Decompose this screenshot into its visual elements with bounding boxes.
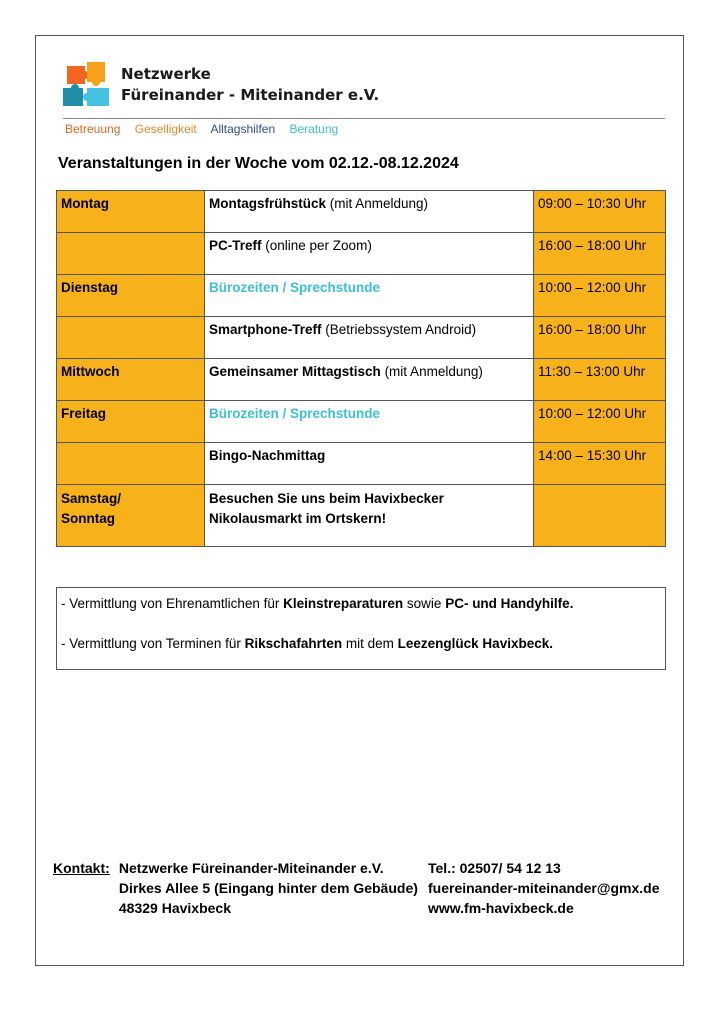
contact-name: Netzwerke Füreinander-Miteinander e.V. [118, 860, 384, 876]
event-cell [205, 359, 534, 401]
event-line: Nikolausmarkt im Ortskern! [209, 511, 387, 526]
event-note: (mit Anmeldung) [380, 364, 483, 379]
time-cell: 16:00 – 18:00 Uhr [534, 233, 666, 275]
info-highlight: Leezenglück Havixbeck [397, 636, 550, 651]
event-cell [205, 191, 534, 233]
event-title: Bürozeiten / Sprechstunde [209, 406, 381, 421]
org-name-line2: Füreinander - Miteinander e.V. [121, 86, 380, 104]
day-cell: Montag [57, 191, 205, 233]
info-highlight: Kleinstreparaturen [283, 596, 404, 611]
time-cell: 10:00 – 12:00 Uhr [534, 275, 666, 317]
tagline-alltagshilfen: Alltagshilfen [210, 122, 276, 136]
info-line [61, 594, 661, 614]
info-highlight: PC- und Handyhilfe [445, 596, 570, 611]
event-cell [205, 401, 534, 443]
info-text: mit dem [342, 636, 398, 651]
contact-website[interactable]: www.fm-havixbeck.de [428, 900, 574, 916]
time-cell [534, 485, 666, 547]
info-text: - Vermittlung von Ehrenamtlichen für [61, 596, 284, 611]
header-divider [63, 118, 665, 119]
event-cell [205, 233, 534, 275]
info-text: . [549, 636, 553, 651]
info-text: . [569, 596, 574, 611]
day-cell [57, 443, 205, 485]
event-cell [205, 275, 534, 317]
event-cell [205, 317, 534, 359]
tagline-beratung: Beratung [289, 122, 339, 136]
info-line [61, 634, 661, 654]
contact-phone: Tel.: 02507/ 54 12 13 [428, 860, 561, 876]
event-note: (mit Anmeldung) [326, 196, 429, 211]
tagline-betreuung: Betreuung [65, 122, 121, 136]
table-row [57, 443, 666, 485]
day-cell [57, 485, 205, 547]
page-title: Veranstaltungen in der Woche vom 02.12.-08.12.2024 [58, 155, 459, 172]
event-line: Besuchen Sie uns beim Havixbecker [209, 491, 444, 506]
contact-label: Kontakt: [53, 860, 110, 876]
time-cell: 10:00 – 12:00 Uhr [534, 401, 666, 443]
day-cell: Mittwoch [57, 359, 205, 401]
tagline-geselligkeit: Geselligkeit [134, 122, 197, 136]
day-cell: Dienstag [57, 275, 205, 317]
table-row [57, 233, 666, 275]
org-name-line1: Netzwerke [121, 65, 211, 83]
event-cell [205, 443, 534, 485]
event-note: (Betriebssystem Android) [321, 322, 477, 337]
time-cell: 16:00 – 18:00 Uhr [534, 317, 666, 359]
info-box [56, 587, 666, 670]
day-line: Samstag/ [61, 491, 122, 506]
day-line: Sonntag [61, 511, 115, 526]
table-row [57, 359, 666, 401]
event-title: Smartphone-Treff [209, 322, 322, 337]
time-cell: 11:30 – 13:00 Uhr [534, 359, 666, 401]
puzzle-logo-icon [63, 60, 111, 112]
table-row [57, 401, 666, 443]
organization-name [121, 64, 379, 106]
table-row [57, 275, 666, 317]
contact-street: Dirkes Allee 5 (Eingang hinter dem Gebäude) [118, 880, 418, 896]
table-row [57, 485, 666, 547]
event-note: (online per Zoom) [261, 238, 372, 253]
schedule-table [56, 190, 666, 547]
contact-block [53, 858, 418, 918]
time-cell: 09:00 – 10:30 Uhr [534, 191, 666, 233]
event-title: Montagsfrühstück [209, 196, 327, 211]
day-cell [57, 233, 205, 275]
tagline [65, 122, 349, 136]
info-text: - Vermittlung von Terminen für [61, 636, 245, 651]
contact-details [428, 858, 659, 918]
info-highlight: Rikschafahrten [244, 636, 343, 651]
contact-email[interactable]: fuereinander-miteinander@gmx.de [428, 880, 660, 896]
time-cell: 14:00 – 15:30 Uhr [534, 443, 666, 485]
event-title: PC-Treff [209, 238, 262, 253]
event-title: Gemeinsamer Mittagstisch [209, 364, 381, 379]
info-text: sowie [403, 596, 446, 611]
event-title: Bürozeiten / Sprechstunde [209, 280, 381, 295]
table-row [57, 191, 666, 233]
event-cell [205, 485, 534, 547]
table-row [57, 317, 666, 359]
day-cell [57, 317, 205, 359]
contact-city: 48329 Havixbeck [118, 900, 231, 916]
event-title: Bingo-Nachmittag [209, 448, 326, 463]
day-cell: Freitag [57, 401, 205, 443]
